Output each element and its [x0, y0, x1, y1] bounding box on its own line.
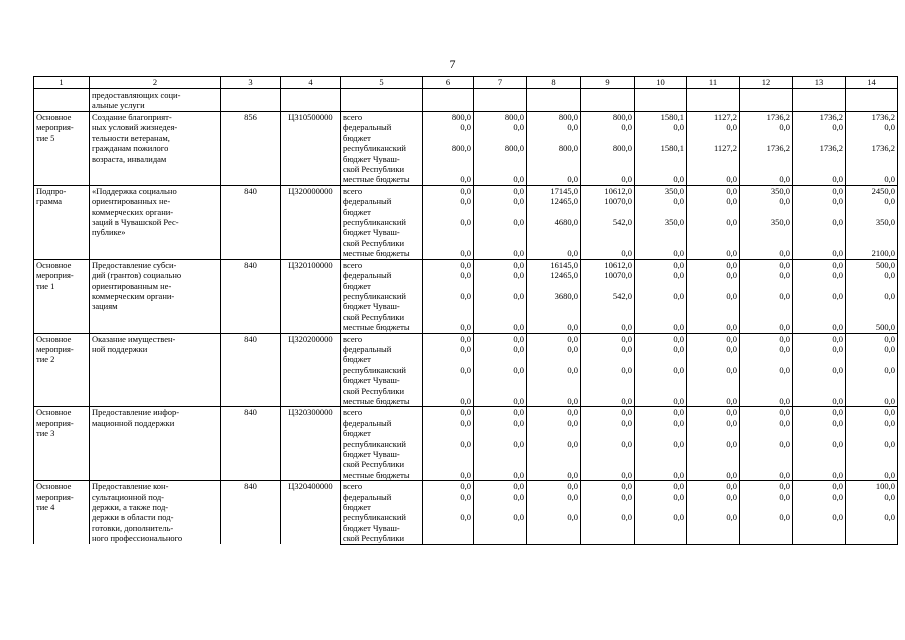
value-cell: 0,0	[581, 248, 635, 259]
value-cell: 0,0	[846, 333, 898, 344]
value-cell: 12465,0	[527, 196, 581, 217]
value-cell: 0,0	[687, 122, 740, 143]
value-cell: 1736,2	[793, 143, 846, 174]
value-cell: 0,0	[793, 407, 846, 418]
value-cell: 0,0	[687, 365, 740, 396]
value-cell: 0,0	[423, 365, 474, 396]
value-cell: 350,0	[740, 185, 793, 196]
value-cell: 0,0	[527, 174, 581, 185]
funding-source: всего	[341, 185, 423, 196]
value-cell: 0,0	[527, 248, 581, 259]
value-cell: 0,0	[635, 481, 687, 492]
funding-source: местные бюджеты	[341, 470, 423, 481]
value-cell: 0,0	[423, 333, 474, 344]
table-cell	[793, 89, 846, 112]
row-type-label: Подпро- грамма	[34, 185, 90, 259]
page-number: 7	[449, 57, 456, 71]
table-row	[34, 112, 898, 123]
column-number: 4	[281, 77, 341, 89]
value-cell: 0,0	[423, 217, 474, 248]
program-name: Оказание имуществен- ной поддержки	[90, 333, 221, 407]
funding-source: всего	[341, 407, 423, 418]
value-cell: 0,0	[581, 470, 635, 481]
table-cell	[423, 89, 474, 112]
value-cell: 0,0	[687, 333, 740, 344]
value-cell: 0,0	[793, 333, 846, 344]
value-cell: 0,0	[740, 270, 793, 291]
value-cell: 0,0	[581, 512, 635, 544]
value-cell: 0,0	[793, 248, 846, 259]
value-cell: 0,0	[474, 248, 527, 259]
value-cell: 0,0	[687, 185, 740, 196]
value-cell: 0,0	[687, 217, 740, 248]
value-cell: 0,0	[740, 407, 793, 418]
value-cell: 800,0	[581, 112, 635, 123]
value-cell: 0,0	[474, 322, 527, 333]
grbs-code: 840	[221, 259, 281, 333]
funding-source: федеральный бюджет	[341, 122, 423, 143]
value-cell: 0,0	[474, 270, 527, 291]
funding-source: республиканский бюджет Чуваш- ской Республики	[341, 365, 423, 396]
value-cell: 0,0	[740, 470, 793, 481]
value-cell: 0,0	[740, 512, 793, 544]
column-number: 10	[635, 77, 687, 89]
program-name: Предоставление субси- дий (грантов) социально ориентированным не- коммерческим органи- зациям	[90, 259, 221, 333]
value-cell: 0,0	[423, 322, 474, 333]
column-number: 14	[846, 77, 898, 89]
value-cell: 0,0	[527, 481, 581, 492]
funding-source: всего	[341, 112, 423, 123]
value-cell: 0,0	[846, 196, 898, 217]
table-cell	[34, 89, 90, 112]
funding-source: республиканский бюджет Чуваш- ской Республики	[341, 291, 423, 322]
value-cell: 0,0	[635, 291, 687, 322]
value-cell: 0,0	[474, 470, 527, 481]
budget-classification-code: Ц320200000	[281, 333, 341, 407]
value-cell: 0,0	[581, 333, 635, 344]
value-cell: 0,0	[474, 396, 527, 407]
value-cell: 0,0	[527, 407, 581, 418]
value-cell: 0,0	[740, 481, 793, 492]
budget-classification-code: Ц320100000	[281, 259, 341, 333]
value-cell: 0,0	[635, 396, 687, 407]
value-cell: 0,0	[527, 396, 581, 407]
program-name: Создание благоприят- ных условий жизнедея- тельности ветеранам, гражданам пожилого возраста, инвалидам	[90, 112, 221, 186]
value-cell: 3680,0	[527, 291, 581, 322]
value-cell: 0,0	[474, 344, 527, 365]
value-cell: 800,0	[474, 112, 527, 123]
value-cell: 0,0	[687, 418, 740, 439]
value-cell: 10070,0	[581, 270, 635, 291]
column-number-row	[34, 77, 898, 89]
value-cell: 0,0	[740, 174, 793, 185]
value-cell: 0,0	[846, 344, 898, 365]
table-cell	[740, 89, 793, 112]
value-cell: 0,0	[740, 344, 793, 365]
column-number: 6	[423, 77, 474, 89]
value-cell: 1736,2	[846, 112, 898, 123]
value-cell: 1736,2	[740, 112, 793, 123]
value-cell: 0,0	[740, 122, 793, 143]
funding-source: федеральный бюджет	[341, 344, 423, 365]
value-cell: 0,0	[793, 492, 846, 513]
value-cell: 0,0	[793, 185, 846, 196]
funding-source: республиканский бюджет Чуваш- ской Республики	[341, 512, 423, 544]
value-cell: 1127,2	[687, 112, 740, 123]
table-cell	[281, 89, 341, 112]
value-cell: 0,0	[635, 322, 687, 333]
program-name: Предоставление инфор- мационной поддержки	[90, 407, 221, 481]
value-cell: 0,0	[740, 248, 793, 259]
value-cell: 0,0	[846, 365, 898, 396]
table-row	[34, 333, 898, 344]
table-cell	[474, 89, 527, 112]
value-cell: 16145,0	[527, 259, 581, 270]
grbs-code: 856	[221, 112, 281, 186]
value-cell: 0,0	[423, 396, 474, 407]
value-cell: 0,0	[527, 512, 581, 544]
value-cell: 0,0	[687, 344, 740, 365]
table-row	[34, 259, 898, 270]
value-cell: 542,0	[581, 217, 635, 248]
value-cell: 0,0	[635, 439, 687, 470]
value-cell: 0,0	[793, 396, 846, 407]
funding-source: федеральный бюджет	[341, 418, 423, 439]
grbs-code: 840	[221, 185, 281, 259]
table-cell	[581, 89, 635, 112]
value-cell: 0,0	[740, 365, 793, 396]
value-cell: 0,0	[581, 174, 635, 185]
value-cell: 0,0	[635, 418, 687, 439]
value-cell: 10612,0	[581, 185, 635, 196]
value-cell: 1736,2	[846, 143, 898, 174]
column-number: 3	[221, 77, 281, 89]
value-cell: 0,0	[527, 492, 581, 513]
value-cell: 350,0	[846, 217, 898, 248]
value-cell: 0,0	[474, 407, 527, 418]
value-cell: 800,0	[527, 143, 581, 174]
value-cell: 500,0	[846, 322, 898, 333]
value-cell: 542,0	[581, 291, 635, 322]
value-cell: 0,0	[687, 259, 740, 270]
row-type-label: Основное мероприя- тие 3	[34, 407, 90, 481]
value-cell: 0,0	[474, 196, 527, 217]
value-cell: 12465,0	[527, 270, 581, 291]
value-cell: 0,0	[793, 174, 846, 185]
value-cell: 0,0	[423, 270, 474, 291]
value-cell: 2100,0	[846, 248, 898, 259]
value-cell: 100,0	[846, 481, 898, 492]
column-number: 1	[34, 77, 90, 89]
value-cell: 10612,0	[581, 259, 635, 270]
value-cell: 0,0	[740, 492, 793, 513]
value-cell: 0,0	[740, 418, 793, 439]
value-cell: 0,0	[635, 344, 687, 365]
value-cell: 0,0	[527, 344, 581, 365]
table-cell	[687, 89, 740, 112]
value-cell: 0,0	[527, 470, 581, 481]
table-row	[34, 407, 898, 418]
value-cell: 0,0	[474, 174, 527, 185]
budget-table	[33, 76, 898, 545]
value-cell: 0,0	[423, 481, 474, 492]
value-cell: 0,0	[740, 439, 793, 470]
value-cell: 0,0	[527, 322, 581, 333]
value-cell: 800,0	[423, 112, 474, 123]
value-cell: 0,0	[846, 512, 898, 544]
funding-source: федеральный бюджет	[341, 492, 423, 513]
value-cell: 0,0	[687, 470, 740, 481]
value-cell: 0,0	[474, 333, 527, 344]
value-cell: 800,0	[527, 112, 581, 123]
value-cell: 0,0	[527, 439, 581, 470]
value-cell: 1736,2	[740, 143, 793, 174]
funding-source: всего	[341, 481, 423, 492]
value-cell: 0,0	[423, 248, 474, 259]
value-cell: 0,0	[635, 492, 687, 513]
value-cell: 0,0	[635, 196, 687, 217]
value-cell: 0,0	[740, 291, 793, 322]
value-cell: 0,0	[581, 396, 635, 407]
grbs-code: 840	[221, 481, 281, 544]
value-cell: 800,0	[474, 143, 527, 174]
value-cell: 0,0	[687, 174, 740, 185]
value-cell: 1580,1	[635, 143, 687, 174]
value-cell: 350,0	[635, 217, 687, 248]
value-cell: 0,0	[474, 492, 527, 513]
value-cell: 0,0	[687, 248, 740, 259]
value-cell: 0,0	[740, 333, 793, 344]
value-cell: 0,0	[474, 439, 527, 470]
value-cell: 0,0	[635, 407, 687, 418]
funding-source: республиканский бюджет Чуваш- ской Республики	[341, 439, 423, 470]
value-cell: 800,0	[423, 143, 474, 174]
value-cell: 17145,0	[527, 185, 581, 196]
funding-source: республиканский бюджет Чуваш- ской Республики	[341, 143, 423, 174]
value-cell: 1580,1	[635, 112, 687, 123]
value-cell: 0,0	[740, 196, 793, 217]
value-cell: 0,0	[687, 322, 740, 333]
row-type-label: Основное мероприя- тие 1	[34, 259, 90, 333]
value-cell: 350,0	[740, 217, 793, 248]
budget-classification-code: Ц320400000	[281, 481, 341, 544]
table-cell	[221, 89, 281, 112]
value-cell: 0,0	[793, 322, 846, 333]
value-cell: 0,0	[793, 291, 846, 322]
table-row	[34, 481, 898, 492]
value-cell: 0,0	[474, 512, 527, 544]
row-type-label: Основное мероприя- тие 5	[34, 112, 90, 186]
value-cell: 0,0	[635, 270, 687, 291]
value-cell: 0,0	[793, 365, 846, 396]
value-cell: 0,0	[635, 259, 687, 270]
grbs-code: 840	[221, 407, 281, 481]
row-type-label: Основное мероприя- тие 4	[34, 481, 90, 544]
table-cell	[635, 89, 687, 112]
budget-classification-code: Ц310500000	[281, 112, 341, 186]
budget-classification-code: Ц320000000	[281, 185, 341, 259]
value-cell: 0,0	[687, 407, 740, 418]
value-cell: 0,0	[635, 248, 687, 259]
budget-classification-code: Ц320300000	[281, 407, 341, 481]
value-cell: 0,0	[423, 174, 474, 185]
value-cell: 0,0	[581, 122, 635, 143]
value-cell: 0,0	[423, 439, 474, 470]
funding-source: местные бюджеты	[341, 248, 423, 259]
value-cell: 800,0	[581, 143, 635, 174]
funding-source: местные бюджеты	[341, 396, 423, 407]
value-cell: 0,0	[423, 291, 474, 322]
value-cell: 0,0	[793, 470, 846, 481]
value-cell: 0,0	[474, 291, 527, 322]
column-number: 2	[90, 77, 221, 89]
funding-source: всего	[341, 333, 423, 344]
funding-source: местные бюджеты	[341, 322, 423, 333]
value-cell: 0,0	[423, 122, 474, 143]
value-cell: 0,0	[474, 185, 527, 196]
value-cell: 0,0	[423, 259, 474, 270]
value-cell: 0,0	[846, 270, 898, 291]
value-cell: 0,0	[793, 481, 846, 492]
value-cell: 0,0	[846, 174, 898, 185]
value-cell: 1736,2	[793, 112, 846, 123]
value-cell: 0,0	[581, 481, 635, 492]
program-name: Предоставление кон- сультационной под- держки, а также под- держки в области под- готовки, дополнитель- ного профессионального	[90, 481, 221, 544]
value-cell: 0,0	[635, 333, 687, 344]
value-cell: 0,0	[423, 470, 474, 481]
value-cell: 0,0	[635, 512, 687, 544]
value-cell: 0,0	[474, 365, 527, 396]
funding-source: федеральный бюджет	[341, 270, 423, 291]
funding-source: республиканский бюджет Чуваш- ской Республики	[341, 217, 423, 248]
value-cell: 2450,0	[846, 185, 898, 196]
value-cell: 350,0	[635, 185, 687, 196]
column-number: 13	[793, 77, 846, 89]
value-cell: 0,0	[474, 481, 527, 492]
funding-source: федеральный бюджет	[341, 196, 423, 217]
value-cell: 4680,0	[527, 217, 581, 248]
value-cell: 10070,0	[581, 196, 635, 217]
value-cell: 0,0	[846, 291, 898, 322]
value-cell: 0,0	[846, 407, 898, 418]
value-cell: 0,0	[527, 333, 581, 344]
value-cell: 0,0	[687, 512, 740, 544]
table-cell	[527, 89, 581, 112]
value-cell: 0,0	[687, 439, 740, 470]
value-cell: 0,0	[635, 122, 687, 143]
value-cell: 0,0	[635, 365, 687, 396]
value-cell: 0,0	[687, 492, 740, 513]
value-cell: 0,0	[423, 407, 474, 418]
value-cell: 0,0	[740, 396, 793, 407]
value-cell: 0,0	[793, 259, 846, 270]
value-cell: 0,0	[474, 418, 527, 439]
value-cell: 0,0	[581, 492, 635, 513]
grbs-code: 840	[221, 333, 281, 407]
value-cell: 0,0	[687, 270, 740, 291]
value-cell: 0,0	[793, 344, 846, 365]
funding-source: всего	[341, 259, 423, 270]
value-cell: 0,0	[846, 122, 898, 143]
continuation-row	[34, 89, 898, 112]
value-cell: 0,0	[793, 418, 846, 439]
value-cell: 0,0	[423, 418, 474, 439]
value-cell: 0,0	[581, 322, 635, 333]
table-cell	[846, 89, 898, 112]
value-cell: 0,0	[846, 439, 898, 470]
funding-source: местные бюджеты	[341, 174, 423, 185]
value-cell: 0,0	[740, 259, 793, 270]
value-cell: 0,0	[474, 217, 527, 248]
value-cell: 0,0	[846, 492, 898, 513]
value-cell: 0,0	[474, 259, 527, 270]
program-name: «Поддержка социально ориентированных не- коммерческих органи- заций в Чувашской Рес- публике»	[90, 185, 221, 259]
value-cell: 0,0	[581, 418, 635, 439]
value-cell: 0,0	[635, 470, 687, 481]
value-cell: 0,0	[527, 418, 581, 439]
value-cell: 0,0	[423, 344, 474, 365]
value-cell: 0,0	[846, 470, 898, 481]
column-number: 7	[474, 77, 527, 89]
column-number: 5	[341, 77, 423, 89]
continuation-text: предоставляющих соци- альные услуги	[90, 89, 221, 112]
value-cell: 0,0	[793, 512, 846, 544]
value-cell: 0,0	[423, 196, 474, 217]
value-cell: 0,0	[793, 217, 846, 248]
value-cell: 0,0	[687, 396, 740, 407]
value-cell: 0,0	[581, 344, 635, 365]
value-cell: 0,0	[687, 196, 740, 217]
value-cell: 0,0	[581, 365, 635, 396]
column-number: 12	[740, 77, 793, 89]
value-cell: 0,0	[846, 396, 898, 407]
value-cell: 0,0	[527, 122, 581, 143]
table-cell	[341, 89, 423, 112]
value-cell: 0,0	[581, 407, 635, 418]
value-cell: 0,0	[687, 481, 740, 492]
value-cell: 0,0	[423, 492, 474, 513]
row-type-label: Основное мероприя- тие 2	[34, 333, 90, 407]
value-cell: 0,0	[423, 512, 474, 544]
value-cell: 0,0	[793, 270, 846, 291]
value-cell: 500,0	[846, 259, 898, 270]
column-number: 11	[687, 77, 740, 89]
column-number: 9	[581, 77, 635, 89]
value-cell: 0,0	[793, 439, 846, 470]
value-cell: 0,0	[846, 418, 898, 439]
value-cell: 0,0	[635, 174, 687, 185]
value-cell: 0,0	[740, 322, 793, 333]
value-cell: 0,0	[793, 196, 846, 217]
table-row	[34, 185, 898, 196]
value-cell: 0,0	[581, 439, 635, 470]
value-cell: 0,0	[423, 185, 474, 196]
value-cell: 0,0	[527, 365, 581, 396]
value-cell: 1127,2	[687, 143, 740, 174]
value-cell: 0,0	[474, 122, 527, 143]
column-number: 8	[527, 77, 581, 89]
value-cell: 0,0	[687, 291, 740, 322]
value-cell: 0,0	[793, 122, 846, 143]
